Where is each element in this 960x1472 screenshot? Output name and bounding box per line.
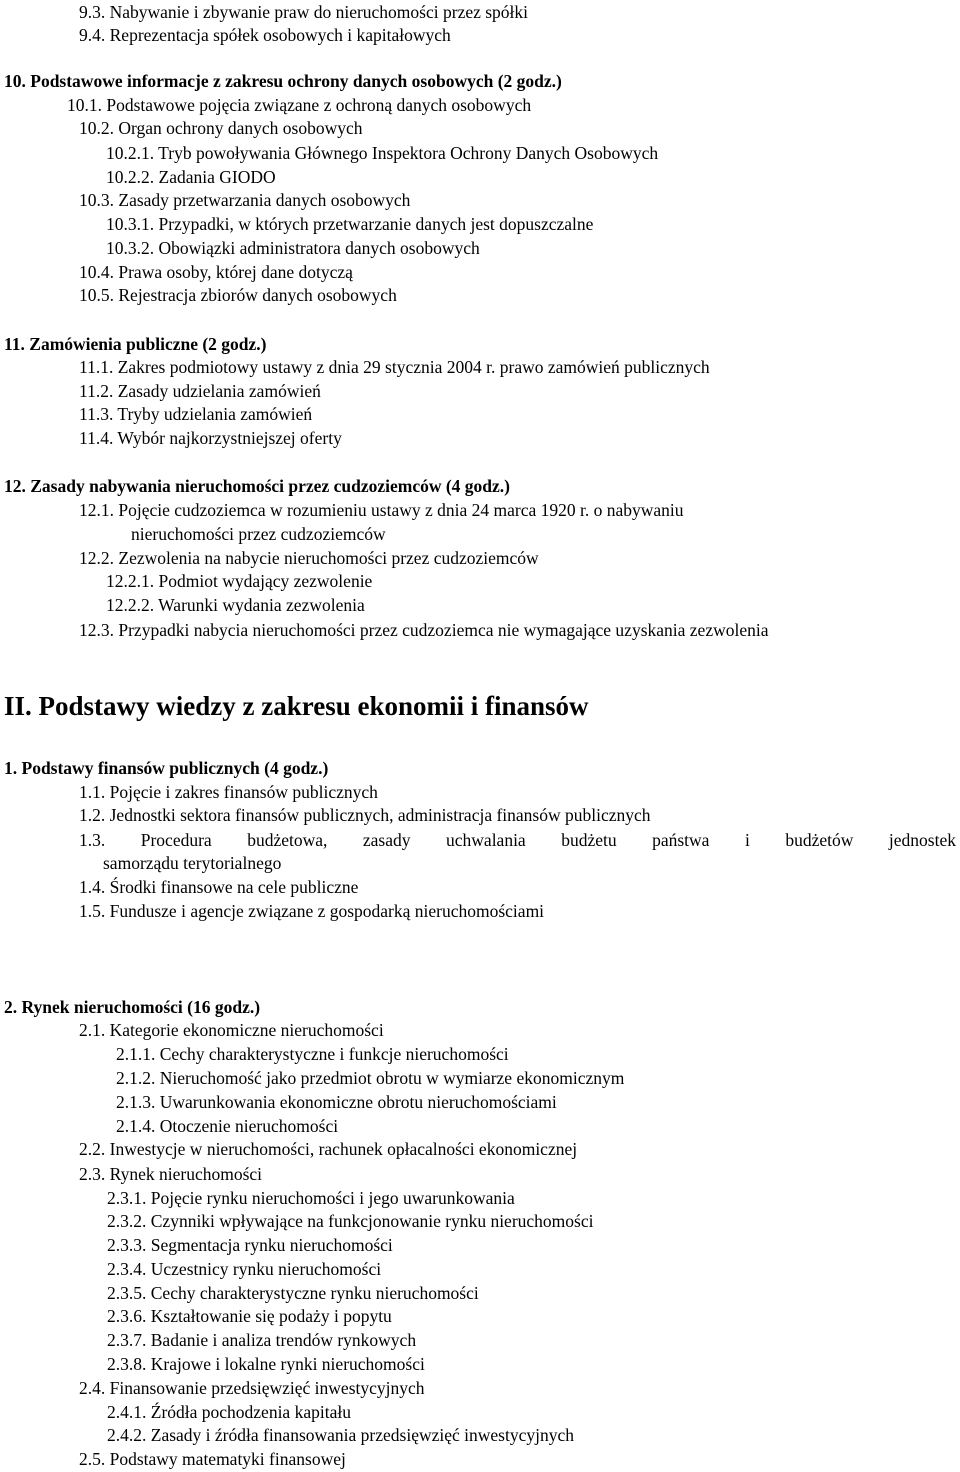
word: i xyxy=(744,830,750,850)
toc-line: 2.3.3. Segmentacja rynku nieruchomości xyxy=(107,1235,393,1255)
toc-line: 10.5. Rejestracja zbiorów danych osobowych xyxy=(79,285,397,305)
toc-line: 2.4. Finansowanie przedsięwzięć inwestycyjnych xyxy=(79,1378,425,1398)
toc-line: 2.3. Rynek nieruchomości xyxy=(79,1164,263,1184)
word: jednostek xyxy=(888,830,956,850)
toc-line: 2.1.3. Uwarunkowania ekonomiczne obrotu nieruchomościami xyxy=(116,1092,557,1112)
toc-line: 2.3.7. Badanie i analiza trendów rynkowych xyxy=(107,1330,417,1350)
toc-line: 10.2.1. Tryb powoływania Głównego Inspektora Ochrony Danych Osobowych xyxy=(106,143,659,163)
toc-line: 10.2.2. Zadania GIODO xyxy=(106,167,276,187)
toc-line: 2.4.1. Źródła pochodzenia kapitału xyxy=(107,1402,351,1422)
toc-line: samorządu terytorialnego xyxy=(103,853,282,873)
word: państwa xyxy=(652,830,710,850)
toc-line: 2.1.1. Cechy charakterystyczne i funkcje nieruchomości xyxy=(116,1044,509,1064)
toc-line: 11.1. Zakres podmiotowy ustawy z dnia 29 stycznia 2004 r. prawo zamówień publicznych xyxy=(79,357,710,377)
toc-line: 2.3.5. Cechy charakterystyczne rynku nieruchomości xyxy=(107,1283,479,1303)
toc-line: 12.2.1. Podmiot wydający zezwolenie xyxy=(106,571,373,591)
toc-line: 1.5. Fundusze i agencje związane z gospodarką nieruchomościami xyxy=(79,901,545,921)
toc-line: 10.3.2. Obowiązki administratora danych osobowych xyxy=(106,238,480,258)
toc-line: 2.1.4. Otoczenie nieruchomości xyxy=(116,1116,339,1136)
word: budżetów xyxy=(785,830,854,850)
toc-line: 12.1. Pojęcie cudzoziemca w rozumieniu ustawy z dnia 24 marca 1920 r. o nabywaniu xyxy=(79,500,684,520)
section-heading: 11. Zamówienia publiczne (2 godz.) xyxy=(4,334,267,354)
toc-line: 2.3.2. Czynniki wpływające na funkcjonowanie rynku nieruchomości xyxy=(107,1211,594,1231)
section-heading: 10. Podstawowe informacje z zakresu ochrony danych osobowych (2 godz.) xyxy=(4,71,562,91)
justified-line xyxy=(79,829,956,851)
part-heading: II. Podstawy wiedzy z zakresu ekonomii i finansów xyxy=(4,691,589,721)
toc-line: 2.1. Kategorie ekonomiczne nieruchomości xyxy=(79,1020,384,1040)
toc-line: 2.2. Inwestycje w nieruchomości, rachunek opłacalności ekonomicznej xyxy=(79,1139,578,1159)
toc-line: 10.2. Organ ochrony danych osobowych xyxy=(79,118,363,138)
toc-line: 1.2. Jednostki sektora finansów publicznych, administracja finansów publicznych xyxy=(79,805,651,825)
toc-line: 2.3.4. Uczestnicy rynku nieruchomości xyxy=(107,1259,382,1279)
toc-line: 12.2. Zezwolenia na nabycie nieruchomości przez cudzoziemców xyxy=(79,548,539,568)
toc-line: 9.4. Reprezentacja spółek osobowych i kapitałowych xyxy=(79,25,451,45)
toc-line: 12.3. Przypadki nabycia nieruchomości przez cudzoziemca nie wymagające uzyskania zezwolenia xyxy=(79,620,769,640)
toc-line: 11.4. Wybór najkorzystniejszej oferty xyxy=(79,428,342,448)
toc-line: 1.1. Pojęcie i zakres finansów publicznych xyxy=(79,782,378,802)
toc-line: 10.3.1. Przypadki, w których przetwarzanie danych jest dopuszczalne xyxy=(106,214,594,234)
toc-line: 11.2. Zasady udzielania zamówień xyxy=(79,381,321,401)
toc-line: 10.1. Podstawowe pojęcia związane z ochroną danych osobowych xyxy=(67,95,532,115)
section-heading: 12. Zasady nabywania nieruchomości przez cudzoziemców (4 godz.) xyxy=(4,476,511,496)
toc-line: 10.3. Zasady przetwarzania danych osobowych xyxy=(79,190,411,210)
word: zasady xyxy=(362,830,411,850)
toc-line: 2.1.2. Nieruchomość jako przedmiot obrotu w wymiarze ekonomicznym xyxy=(116,1068,625,1088)
word: Procedura xyxy=(140,830,212,850)
word: uchwalania xyxy=(446,830,526,850)
toc-line: 2.3.1. Pojęcie rynku nieruchomości i jego uwarunkowania xyxy=(107,1188,515,1208)
toc-line: 2.5. Podstawy matematyki finansowej xyxy=(79,1449,346,1469)
word: budżetowa, xyxy=(247,830,328,850)
toc-line: 2.3.6. Kształtowanie się podaży i popytu xyxy=(107,1306,392,1326)
toc-line: 2.4.2. Zasady i źródła finansowania przedsięwzięć inwestycyjnych xyxy=(107,1425,574,1445)
toc-line: nieruchomości przez cudzoziemców xyxy=(131,524,386,544)
word: 1.3. xyxy=(79,830,106,850)
toc-line: 11.3. Tryby udzielania zamówień xyxy=(79,404,313,424)
toc-line: 12.2.2. Warunki wydania zezwolenia xyxy=(106,595,365,615)
toc-line: 9.3. Nabywanie i zbywanie praw do nieruchomości przez spółki xyxy=(79,2,529,22)
toc-line: 2.3.8. Krajowe i lokalne rynki nieruchomości xyxy=(107,1354,425,1374)
toc-line: 1.4. Środki finansowe na cele publiczne xyxy=(79,877,359,897)
section-heading: 2. Rynek nieruchomości (16 godz.) xyxy=(4,997,261,1017)
word: budżetu xyxy=(561,830,617,850)
section-heading: 1. Podstawy finansów publicznych (4 godz.) xyxy=(4,758,329,778)
toc-line: 10.4. Prawa osoby, której dane dotyczą xyxy=(79,262,353,282)
